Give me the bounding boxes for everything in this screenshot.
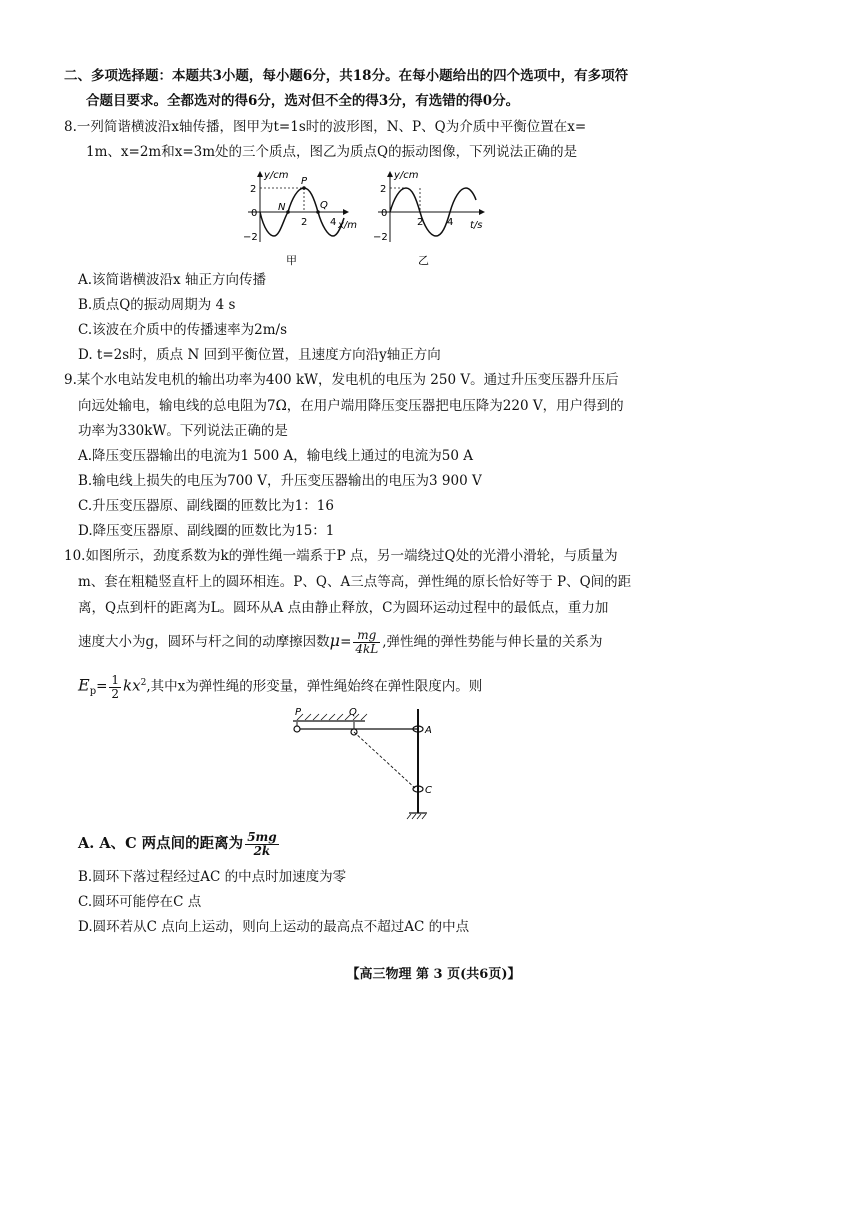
section-header-line-1: 二、多项选择题：本题共3小题，每小题6分，共18分。在每小题给出的四个选项中，有多项符 xyxy=(64,68,629,84)
q10-stem-line-2: m、套在粗糙竖直杆上的圆环相连。P、Q、A三点等高，弹性绳的原长恰好等于 P、Q间的距 xyxy=(78,574,632,590)
q8-figb-ylabel: y/cm xyxy=(394,170,419,181)
q8-figure-vibration-graph xyxy=(370,168,490,268)
q8-figb-x-4: 4 xyxy=(447,217,454,228)
q8-figa-tick-0: 0 xyxy=(251,208,258,219)
q8-option-b: B.质点Q的振动周期为 4 s xyxy=(78,297,236,313)
q10-option-a-text: A. A、C 两点间的距离为 xyxy=(78,835,244,852)
q9-stem-line-1: 9.某个水电站发电机的输出功率为400 kW，发电机的电压为 250 V。通过升压变压器升压后 xyxy=(64,372,619,388)
q10-option-a-denominator: 2k xyxy=(253,843,271,858)
q8-figb-tick-neg2: −2 xyxy=(373,232,388,243)
q8-figb-xlabel: t/s xyxy=(470,220,483,231)
q9-stem-line-3: 功率为330kW。下列说法正确的是 xyxy=(78,423,288,439)
q10-option-a-numerator: 5mg xyxy=(247,829,277,844)
q10-ep-fraction xyxy=(109,674,121,701)
q10-fig-label-A: A xyxy=(425,725,432,736)
q9-option-a: A.降压变压器输出的电流为1 500 A，输电线上通过的电流为50 A xyxy=(78,448,473,464)
q8-figb-x-2: 2 xyxy=(417,217,424,228)
q10-stem-line-3: 离，Q点到杆的距离为L。圆环从A 点由静止释放，C为圆环运动过程中的最低点，重力加 xyxy=(78,600,609,616)
q10-figure-pulley-rod xyxy=(285,705,450,825)
q10-stem-line-5 xyxy=(78,666,482,709)
q10-option-a xyxy=(78,827,281,861)
q10-stem-line-4-text: 速度大小为g，圆环与杆之间的动摩擦因数 xyxy=(78,634,330,650)
q10-ep-kx: kx xyxy=(123,676,141,695)
q10-mu-denominator: 4kL xyxy=(355,642,379,656)
q10-fig-label-Q: Q xyxy=(349,707,357,718)
q8-figa-ylabel: y/cm xyxy=(264,170,289,181)
q10-option-c: C.圆环可能停在C 点 xyxy=(78,894,202,910)
q10-mu-equals: = xyxy=(340,634,352,650)
q8-figa-caption: 甲 xyxy=(286,254,297,267)
q8-figa-tick-2: 2 xyxy=(250,184,257,195)
q9-option-d: D.降压变压器原、副线圈的匝数比为15：1 xyxy=(78,523,335,539)
page-footer: 【高三物理 第 3 页(共6页)】 xyxy=(346,967,521,982)
q8-stem-line-2: 1m、x=2m和x=3m处的三个质点，图乙为质点Q的振动图像，下列说法正确的是 xyxy=(86,144,578,160)
q8-stem-line-1: 8.一列简谐横波沿x轴传播，图甲为t=1s时的波形图，N、P、Q为介质中平衡位置在x= xyxy=(64,119,587,135)
q8-figb-tick-2: 2 xyxy=(380,184,387,195)
q8-figa-x-2: 2 xyxy=(301,217,308,228)
q8-option-c: C.该波在介质中的传播速率为2m/s xyxy=(78,322,288,338)
q10-ep-numerator: 1 xyxy=(111,672,120,687)
q8-figa-x-4: 4 xyxy=(330,217,337,228)
q10-stem-line-1: 10.如图所示，劲度系数为k的弹性绳一端系于P 点，另一端绕过Q处的光滑小滑轮，与质量为 xyxy=(64,548,618,564)
q8-option-d: D. t=2s时，质点 N 回到平衡位置，且速度方向沿y轴正方向 xyxy=(78,347,441,363)
q10-ep-subscript: p xyxy=(89,686,97,698)
q8-figa-label-Q: Q xyxy=(320,200,328,211)
q10-ep-equals: = xyxy=(96,678,108,695)
q10-option-b: B.圆环下落过程经过AC 的中点时加速度为零 xyxy=(78,869,347,885)
q10-fig-label-C: C xyxy=(425,785,432,796)
q10-stem-line-4-tail: ,弹性绳的弹性势能与伸长量的关系为 xyxy=(382,634,603,650)
q8-figa-label-N: N xyxy=(278,202,286,213)
q8-figa-label-P: P xyxy=(301,176,308,187)
q9-option-c: C.升压变压器原、副线圈的匝数比为1：16 xyxy=(78,498,334,514)
q10-mu-fraction xyxy=(353,629,380,656)
q8-figb-tick-0: 0 xyxy=(381,208,388,219)
q10-ep-superscript: 2 xyxy=(140,678,147,688)
q10-fig-label-P: P xyxy=(295,707,302,718)
q10-mu-symbol: μ xyxy=(329,631,341,650)
q10-ep-denominator: 2 xyxy=(111,686,120,701)
q10-ep-symbol: E xyxy=(78,675,90,695)
q8-figa-tick-neg2: −2 xyxy=(243,232,258,243)
q8-figure-wave-graph xyxy=(240,168,360,268)
q10-option-a-fraction xyxy=(245,831,278,858)
q8-option-a: A.该简谐横波沿x 轴正方向传播 xyxy=(78,272,266,288)
q9-stem-line-2: 向远处输电，输电线的总电阻为7Ω，在用户端用降压变压器把电压降为220 V，用户得到的 xyxy=(78,398,624,414)
q8-figa-xlabel: x/m xyxy=(338,220,358,231)
q10-stem-line-5-text: ,其中x为弹性绳的形变量，弹性绳始终在弹性限度内。则 xyxy=(146,678,483,695)
q8-figb-caption: 乙 xyxy=(418,254,429,267)
q9-option-b: B.输电线上损失的电压为700 V，升压变压器输出的电压为3 900 V xyxy=(78,473,482,489)
q10-option-d: D.圆环若从C 点向上运动，则向上运动的最高点不超过AC 的中点 xyxy=(78,919,470,935)
q10-mu-numerator: mg xyxy=(353,629,380,643)
q10-stem-line-4 xyxy=(78,624,603,659)
section-header-line-2: 合题目要求。全都选对的得6分，选对但不全的得3分，有选错的得0分。 xyxy=(86,93,520,109)
